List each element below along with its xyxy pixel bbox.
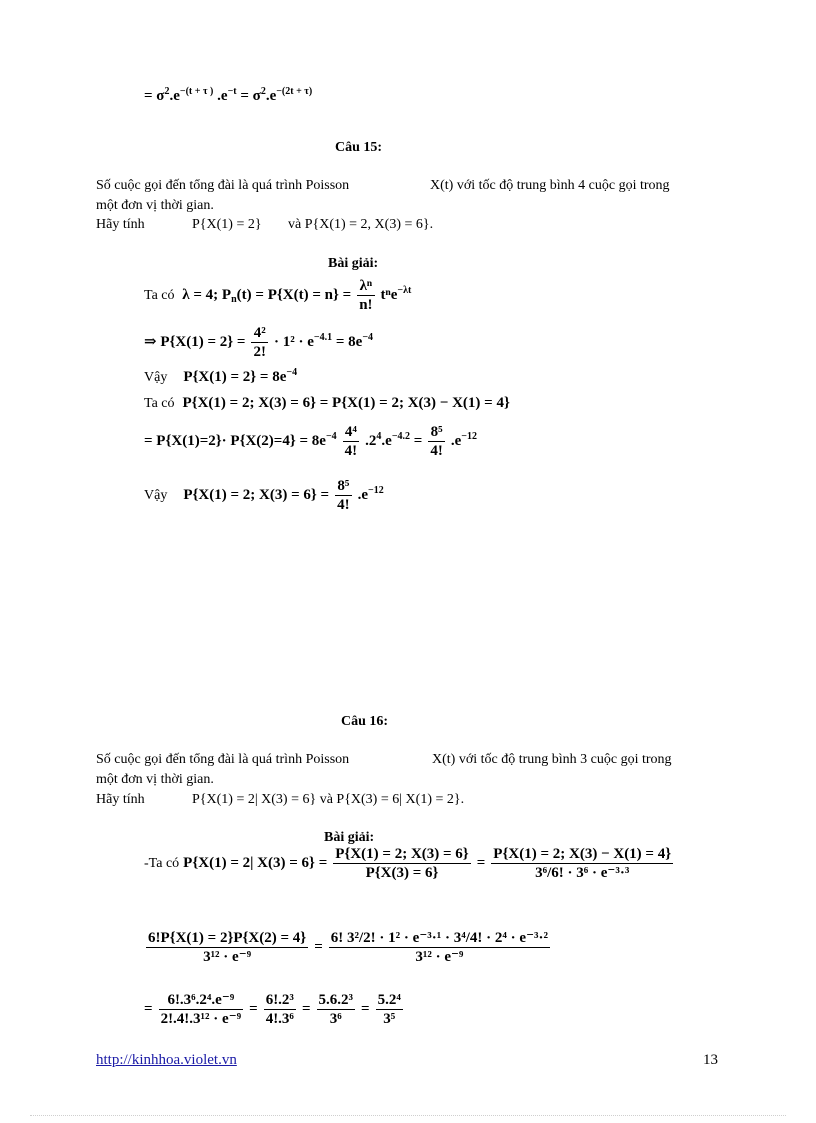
q15-line4: Ta có P{X(1) = 2; X(3) = 6} = P{X(1) = 2; X(3) − X(1) = 4}	[144, 395, 510, 411]
q15-ask-and: và P{X(1) = 2, X(3) = 6}.	[288, 217, 434, 232]
q16-heading: Câu 16:	[341, 714, 389, 729]
q15-solution-heading: Bài giải:	[328, 256, 379, 271]
q16-intro-2: một đơn vị thời gian.	[96, 772, 214, 787]
q15-heading: Câu 15:	[335, 140, 383, 155]
q15-ask-p1: P{X(1) = 2}	[192, 217, 262, 232]
q15-intro-1a: Số cuộc gọi đến tổng đài là quá trình Poisson	[96, 178, 350, 193]
top-equation: = $\sigma^2.e^{-(t + \tau )}$ $.e^{-t} = \sigma^2.e^{-(2t + \tau)}$	[144, 86, 313, 104]
q15-line1: Ta có λ = 4; $P_n(t) = P\{X(t) = n\}$ = $\frac{\text{λⁿ}}{n!}$ tⁿe$^{-\lambda t}$	[144, 278, 412, 313]
q16-solution-heading: Bài giải:	[324, 830, 375, 845]
q15-ask-label: Hãy tính	[96, 217, 145, 232]
footer-link[interactable]: http://kinhhoa.violet.vn	[96, 1052, 237, 1068]
q16-line3: = $\frac{\text{6!.3⁶.2⁴.e⁻⁹}}{\text{2!.4!.3¹² · e⁻⁹}}$ = $\frac{\text{6!.2³}}{\text{4!.3⁶}}$ = $\frac{\text{5.6.2³}}{\text{3⁶}}$ = $\frac{\text{5.2⁴}}{\text{3⁵}}$	[144, 992, 401, 1027]
q16-line2: $\frac{6!P\{X(1) = 2\}P\{X(2) = 4\}}{\text{3¹² · e⁻⁹}}$ = $\frac{\text{6! 3²/2! · 1² · e⁻³·¹ · 3⁴/4! · 2⁴ · e⁻³·²}}{\text{3¹² · e⁻⁹}}$	[148, 930, 548, 965]
page-bottom-divider	[30, 1115, 786, 1116]
q16-intro-1b: X(t) với tốc độ trung bình 3 cuộc gọi trong	[432, 752, 672, 767]
page-number: 13	[703, 1052, 718, 1068]
q15-intro-2: một đơn vị thời gian.	[96, 198, 214, 213]
q16-intro-1a: Số cuộc gọi đến tổng đài là quá trình Poisson	[96, 752, 350, 767]
q15-line2: ⇒ P{X(1) = 2} = $\frac{\text{4²}}{2!}$ · $1^2 \cdot e^{-4.1} = 8e^{-4}$	[144, 325, 374, 360]
q16-ask-label: Hãy tính	[96, 792, 145, 807]
q16-ask-expr: P{X(1) = 2| X(3) = 6} và P{X(3) = 6| X(1) = 2}.	[192, 792, 465, 807]
q15-line5: = $P\{X(1)=2\}\cdot P\{X(2)=4\} = 8e^{-4}$ $\frac{\text{4⁴}}{4!}$ $.2^4.e^{-4.2}$ = $\frac{\text{8⁵}}{4!}$ $.e^{-12}$	[144, 424, 477, 459]
q15-line3: Vậy $P\{X(1) = 2\} = 8e^{-4}$	[144, 367, 298, 385]
q15-intro-1b: X(t) với tốc độ trung bình 4 cuộc gọi trong	[430, 178, 670, 193]
q15-line6: Vậy P{X(1) = 2; X(3) = 6} = $\frac{\text{8⁵}}{4!}$ $.e^{-12}$	[144, 478, 384, 513]
q16-line1: -Ta có P{X(1) = 2| X(3) = 6} = $\frac{P\{X(1) = 2; X(3) = 6\}}{P\{X(3) = 6\}}$ = $\frac{P\{X(1) = 2; X(3) - X(1) = 4\}}{\text{3⁶/6! · 3⁶ · e⁻³·³}}$	[144, 846, 672, 881]
